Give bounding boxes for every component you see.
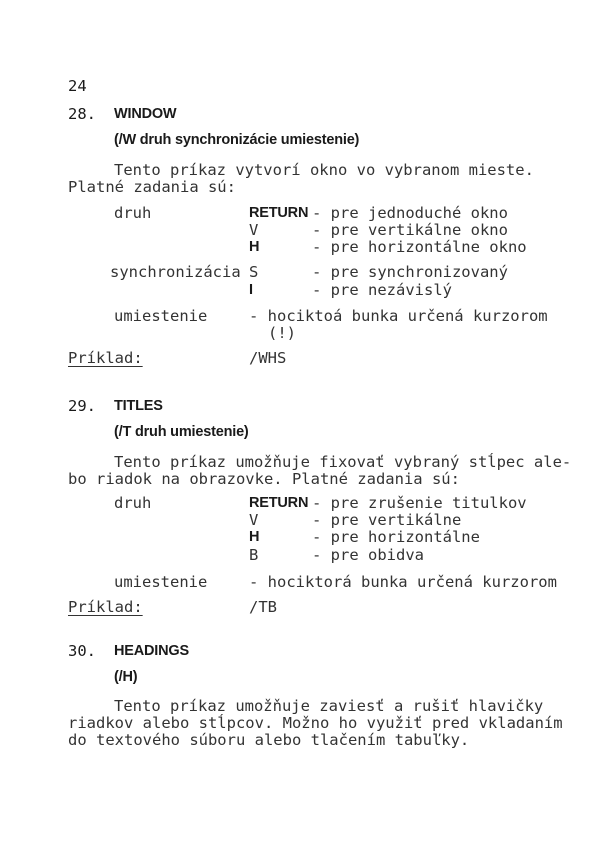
param-key: RETURN (249, 495, 309, 511)
param-label: umiestenie (114, 307, 208, 325)
param-desc: - pre obidva (312, 546, 424, 564)
param-key: RETURN (249, 205, 309, 221)
example-label: Príklad: (68, 349, 143, 367)
section-title: HEADINGS (114, 643, 189, 659)
param-desc: - pre vertikálne (312, 511, 462, 529)
param-key: V (249, 221, 259, 239)
command-syntax: (/H) (114, 669, 138, 685)
param-key: H (249, 529, 260, 545)
param-desc: - pre synchronizovaný (312, 263, 508, 281)
param-label: umiestenie (114, 573, 208, 591)
param-label: druh (114, 204, 152, 222)
param-desc: - pre vertikálne okno (312, 221, 508, 239)
param-desc: - hociktorá bunka určená kurzorom (249, 573, 557, 591)
param-key: H (249, 239, 260, 255)
param-label: synchronizácia (110, 263, 241, 281)
param-desc: - hociktoá bunka určená kurzorom (249, 307, 548, 325)
paragraph-line: do textového súboru alebo tlačením tabuľky. (68, 731, 470, 749)
section-title: TITLES (114, 398, 163, 414)
page-number: 24 (68, 77, 87, 95)
param-desc: (!) (268, 324, 296, 342)
command-syntax: (/W druh synchronizácie umiestenie) (114, 132, 360, 148)
paragraph-line: bo riadok na obrazovke. Platné zadania sú: (68, 470, 460, 488)
param-desc: - pre horizontálne (312, 528, 480, 546)
param-key: B (249, 546, 259, 564)
param-desc: - pre nezávislý (312, 281, 452, 299)
paragraph-line: Tento príkaz umožňuje zaviesť a rušiť hlavičky (114, 697, 544, 715)
command-syntax: (/T druh umiestenie) (114, 424, 249, 440)
param-desc: - pre zrušenie titulkov (312, 494, 527, 512)
param-label: druh (114, 494, 152, 512)
section-number: 30. (68, 642, 96, 660)
paragraph-line: Tento príkaz vytvorí okno vo vybranom mieste. (114, 161, 534, 179)
paragraph-line: riadkov alebo stĺpcov. Možno ho využiť pred vkladaním (68, 714, 563, 732)
example-value: /WHS (249, 349, 287, 367)
param-desc: - pre jednoduché okno (312, 204, 508, 222)
param-key: V (249, 511, 259, 529)
section-number: 28. (68, 105, 96, 123)
section-number: 29. (68, 397, 96, 415)
param-key: I (249, 282, 253, 298)
example-label: Príklad: (68, 598, 143, 616)
param-key: S (249, 263, 259, 281)
example-value: /TB (249, 598, 277, 616)
param-desc: - pre horizontálne okno (312, 238, 527, 256)
paragraph-line: Tento príkaz umožňuje fixovať vybraný stĺpec ale- (114, 453, 572, 471)
section-title: WINDOW (114, 106, 177, 122)
paragraph-line: Platné zadania sú: (68, 178, 236, 196)
